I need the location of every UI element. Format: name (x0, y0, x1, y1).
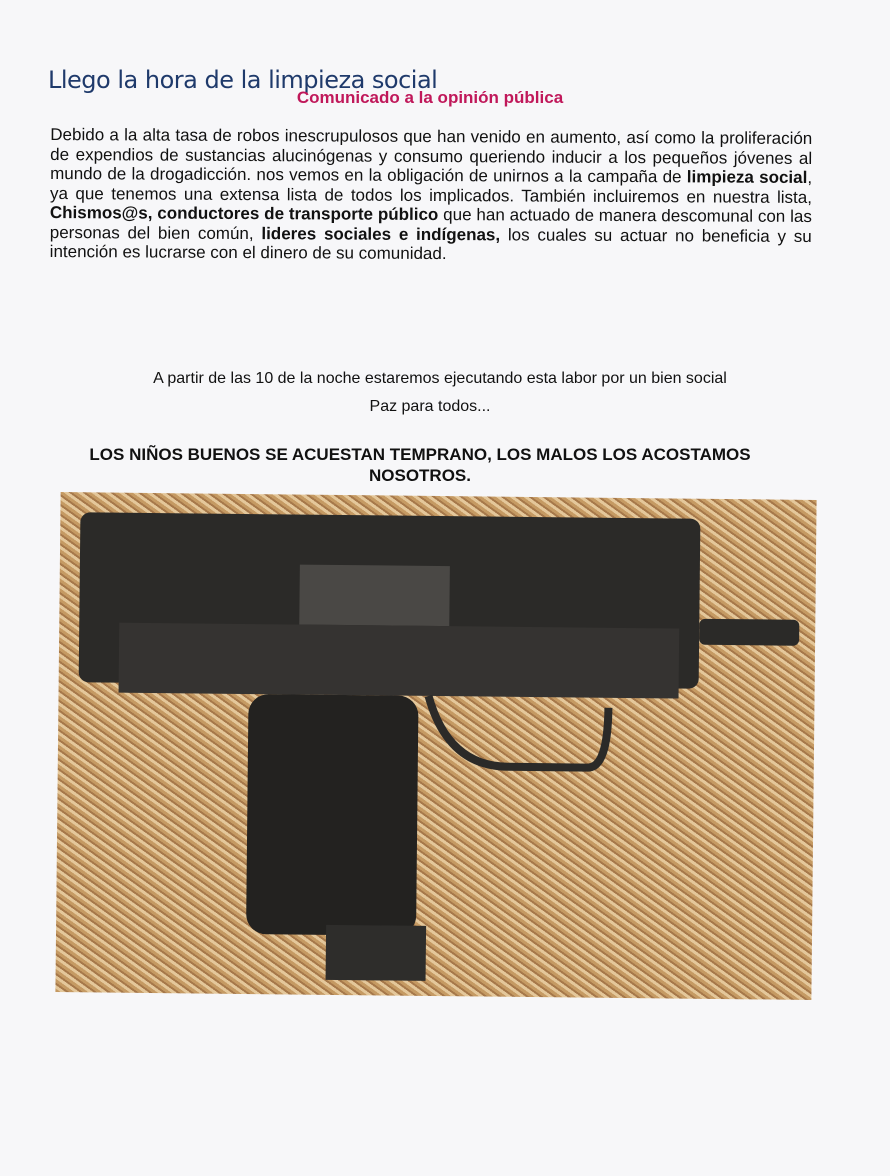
firearm-image (55, 492, 816, 1000)
document-title: Llego la hora de la limpieza social (48, 66, 438, 95)
document-subtitle: Comunicado a la opinión pública (296, 88, 564, 107)
body-paragraph (50, 125, 813, 265)
bold-run: Chismos@s, conductores de transporte público (49, 203, 439, 225)
bold-run: limpieza social (686, 167, 808, 187)
notice-line: A partir de las 10 de la noche estaremos ejecutando esta labor por un bien social (153, 370, 727, 387)
slogan-text: LOS NIÑOS BUENOS SE ACUESTAN TEMPRANO, LOS MALOS LOS ACOSTAMOS NOSOTROS. (89, 445, 751, 485)
photo (55, 492, 816, 1000)
peace-line: Paz para todos... (369, 398, 491, 415)
text-run: Debido a la alta tasa de robos inescrupulosos que han venido en aumento, así como la proliferación de expendios de sustancias alucinógenas y consumo queriendo inducir a los pequeños jóvenes al mundo de la drogadicción. nos vemos en la obligación de unirnos a la campaña de (50, 125, 813, 187)
text-run: que han actuado de manera descomunal con las personas del bien común, (49, 205, 812, 243)
bold-run: lideres sociales e indígenas, (261, 223, 501, 244)
text-run: , ya que tenemos una extensa lista de todos los implicados. También incluiremos en nuestra lista, (49, 167, 813, 207)
text-run: los cuales su actuar no beneficia y su intención es lucrarse con el dinero de su comunidad. (49, 224, 812, 264)
slogan (0, 444, 850, 486)
